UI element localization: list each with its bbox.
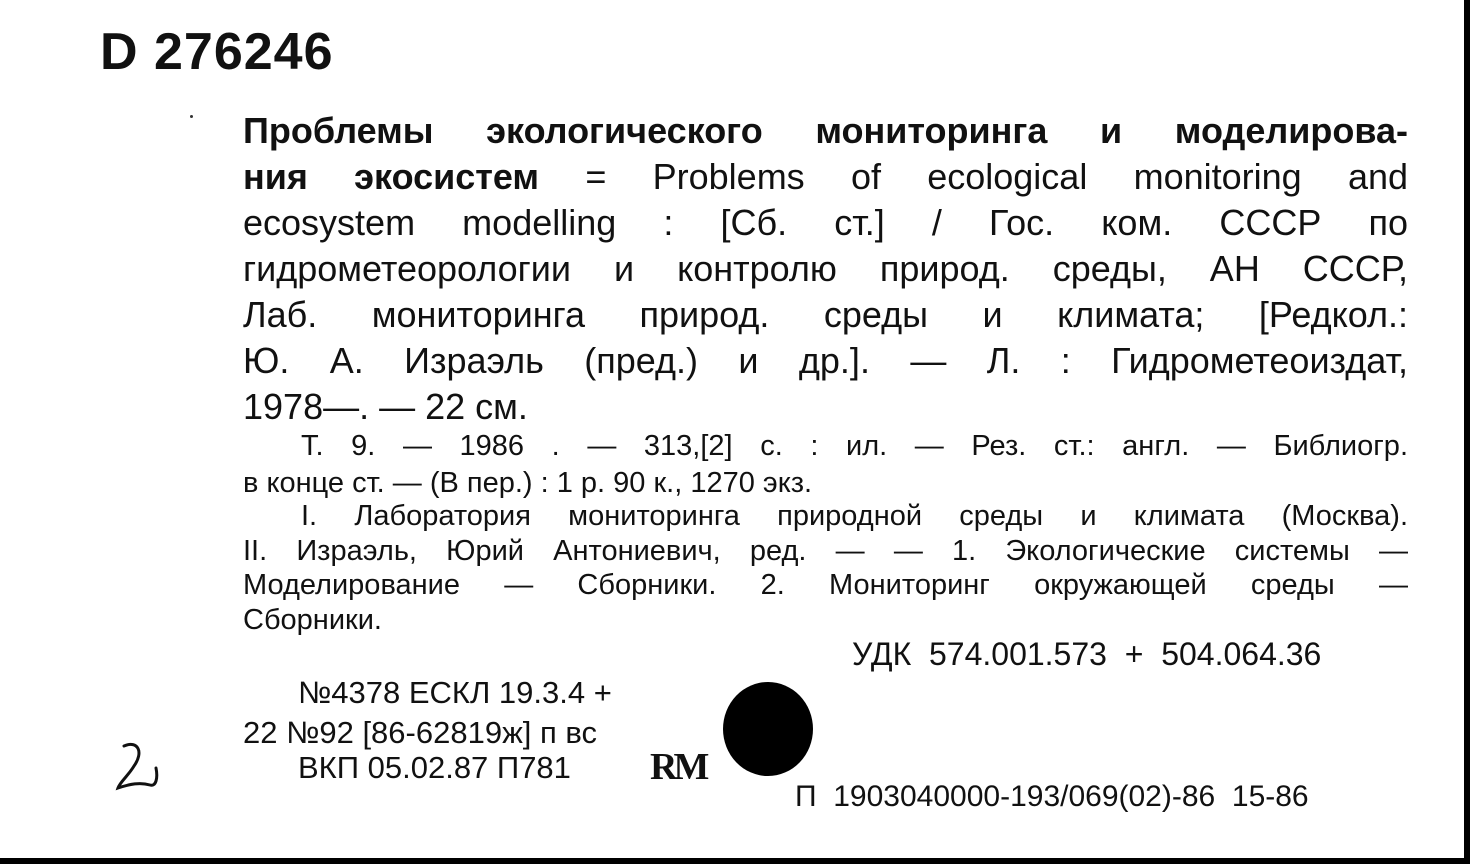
title-line-2-bold: ния экосистем — [243, 156, 540, 197]
collation — [243, 428, 1408, 502]
udc-classification: УДК 574.001.573 + 504.064.36 — [852, 636, 1322, 672]
control-number-line-3: ВКП 05.02.87 П781 — [298, 750, 571, 785]
tracing-line-2: II. Израэль, Юрий Антониевич, ред. — — 1. Экологические системы — — [243, 534, 1408, 567]
tracing-line-3: Моделирование — Сборники. 2. Мониторинг окружающей среды — — [243, 569, 1408, 601]
ink-speck — [190, 115, 193, 118]
entry-line-3: ecosystem modelling : [Сб. ст.] / Гос. ком. СССР по — [243, 202, 1408, 243]
call-number: D 276246 — [100, 23, 334, 81]
title-line-1: Проблемы экологического мониторинга и моделирова- — [243, 110, 1408, 151]
entry-line-5: Лаб. мониторинга природ. среды и климата; [Редкол.: — [243, 294, 1408, 335]
entry-line-6: Ю. А. Израэль (пред.) и др.]. — Л. : Гидрометеоиздат, — [243, 340, 1408, 381]
tracing-line-1: I. Лаборатория мониторинга природной среды и климата (Москва). — [301, 500, 1408, 532]
collation-line-1: Т. 9. — 1986 . — 313,[2] с. : ил. — Рез. ст.: англ. — Библиогр. — [301, 430, 1408, 462]
title-line-2-rest: = Problems of ecological monitoring and — [539, 156, 1409, 197]
title-line-2 — [243, 154, 1408, 200]
entry-line-4: гидрометеорологии и контролю природ. среды, АН СССР, — [243, 248, 1408, 289]
punch-hole — [723, 682, 813, 776]
control-number-line-1: №4378 ЕСКЛ 19.3.4 + — [298, 675, 612, 710]
imprint-code: П 1903040000-193/069(02)-86 15-86 — [795, 780, 1309, 813]
entry-line-7: 1978—. — 22 см. — [243, 386, 528, 427]
handwritten-mark-icon — [110, 738, 170, 798]
tracings — [243, 499, 1408, 637]
collation-line-2: в конце ст. — (В пер.) : 1 р. 90 к., 1270 экз. — [243, 467, 813, 499]
rm-stamp: RM — [650, 746, 706, 788]
tracing-line-4: Сборники. — [243, 603, 382, 636]
control-number-line-2: 22 №92 [86-62819ж] п вс — [243, 715, 598, 750]
main-entry — [243, 108, 1408, 430]
